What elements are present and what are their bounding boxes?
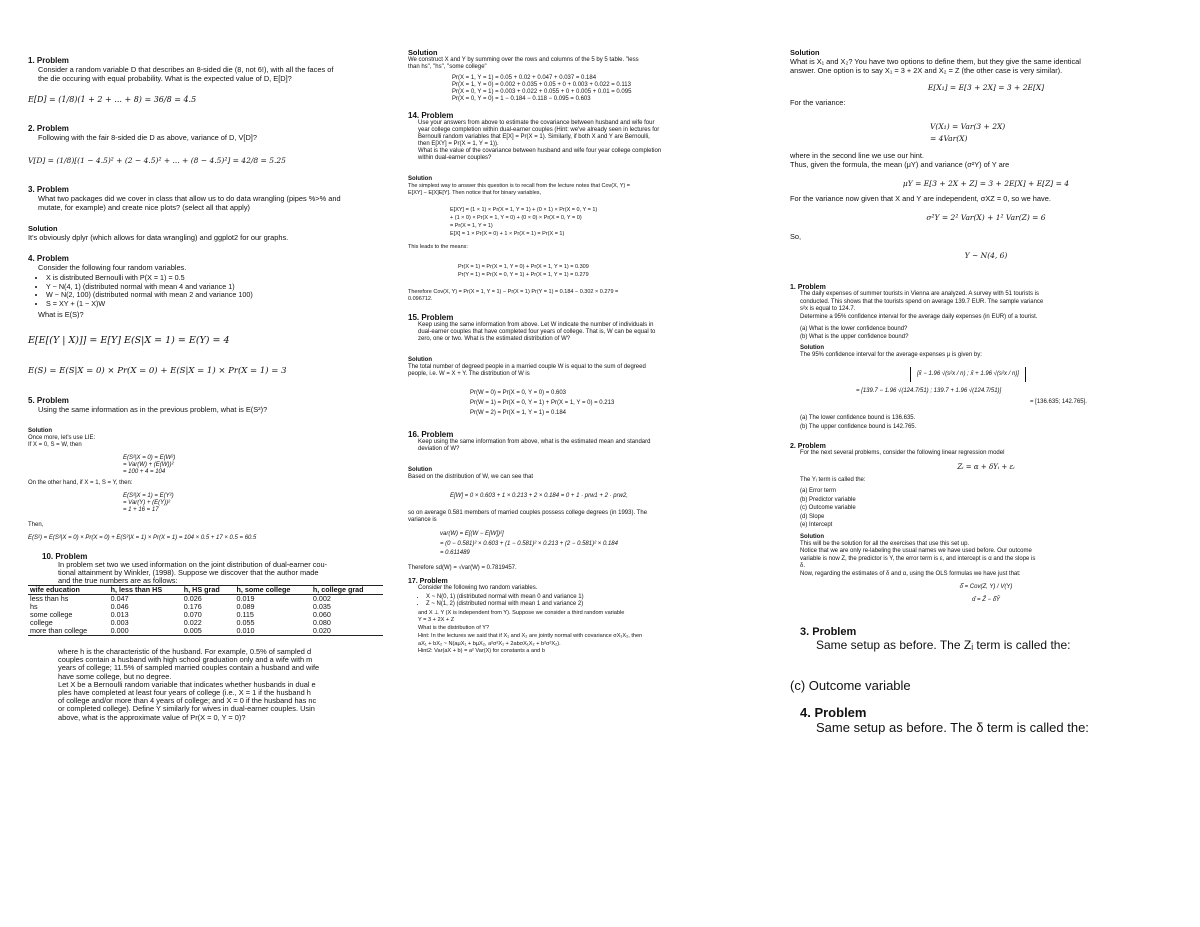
list-item: • Y ~ N(4, 1) (distributed normal with mean 4 and variance 1) (46, 283, 393, 292)
problem-4-bullets (46, 274, 393, 308)
problem-17-bullets (426, 594, 780, 608)
problem-2-heading: 2. Problem (790, 443, 826, 450)
table-cell: 0.010 (236, 626, 255, 635)
problem-4-equation-1: E[E[(Y | X)]] = E[Y] E(S|X = 1) = E(Y) = 4 (28, 335, 230, 346)
column-3 (790, 48, 1182, 735)
problem-3-solution: It's obviously dplyr (which allows for data wrangling) and ggplot2 for our graphs. (28, 233, 289, 242)
table-cell: 0.047 (110, 594, 129, 603)
delta-estimate-equation: δ̂ = Cov(Z, Y) / V(Y) (959, 584, 1013, 590)
problem-4-heading: 4. Problem (800, 705, 867, 720)
problem-1-text: The daily expenses of summer tourists in Vienna are analyzed. A survey with 51 tourists is conducted. This shows that the tourists spend on average 139.7 EUR. The sample variance s²x is equal to 124.7. Determine a 95% confidence interval for the average daily expenses (in EUR) of a tourist. (800, 291, 1044, 320)
problem-3-text: Same setup as before. The Zᵢ term is called the: (816, 638, 1071, 652)
equation-1: E[X₁] = E[3 + 2X] = 3 + 2E[X] (927, 83, 1045, 92)
list-item: • S = XY + (1 − X)W (46, 300, 393, 309)
table-cell: 0.080 (312, 618, 331, 627)
problem-14-solution-text: The simplest way to answer this question is to recall from the lecture notes that Cov(X, Y) = E[XY] − E[X]E[Y]. Then notice that for binary variables, (408, 183, 630, 196)
list-item: • W ~ N(2, 100) (distributed normal with mean 2 and variance 100) (46, 291, 393, 300)
problem-3-answer: (c) Outcome variable (790, 678, 911, 693)
table-cell: 0.022 (183, 618, 202, 627)
problem-5-solution-text-2: On the other hand, if X = 1, S = Y, then: (28, 480, 133, 486)
problem-17-more-text: and X ⊥ Y (X is independent from Y). Suppose we consider a third random variable Y = 3 + 2X + Z What is the distribution of Y? Hint: In the lectures we said that if X₁ and X₂ are jointly normal with covariance σX₁X₂, then aX₁ + bX₂ ~ N(aμX₁ + bμX₂, a²σ²X₁ + 2abσX₁X₂ + b²σ²X₂). Hint2: Var(aX + b) = a² Var(X) for constants a and b (418, 609, 643, 655)
problem-10-text: In problem set two we used information on the joint distribution of dual-earner cou- tional attainment by Winkler, (1998). Suppose we discover that the author made and the true numbers are as follows: (58, 560, 328, 585)
problem-4-heading: 4. Problem (28, 254, 69, 263)
problem-3-heading: 3. Problem (800, 626, 857, 638)
table-cell: hs (30, 602, 38, 611)
problem-16-middle-text: so on average 0.581 members of married couples possess college degrees (in 1993). The variance is (408, 510, 648, 523)
problem-2-options: (a) Error term (b) Predictor variable (c) Outcome variable (d) Slope (e) Intercept (800, 488, 856, 528)
table-cell: 0.002 (312, 594, 331, 603)
table-cell: 0.070 (183, 610, 202, 619)
problem-5-text: Using the same information as in the previous problem, what is E(S²)? (38, 405, 268, 414)
problem-2-text: For the next several problems, consider the following linear regression model (800, 450, 1005, 456)
alpha-estimate-equation: α̂ = Z̄ − δ̂Ȳ (971, 597, 1001, 603)
equation-5: Y ~ N(4, 6) (964, 251, 1008, 260)
solution-text: We construct X and Y by summing over the rows and columns of the 5 by 5 table. "less than hs", "hs", "some college" (408, 57, 639, 70)
problem-14-solution-heading: Solution (408, 176, 432, 182)
problem-5-heading: 5. Problem (28, 396, 69, 405)
table-cell: 0.003 (110, 618, 129, 627)
problem-4-question: What is E(S)? (38, 310, 84, 319)
table-cell: 0.000 (110, 626, 129, 635)
problem-2-heading: 2. Problem (28, 124, 69, 133)
table-cell: some college (30, 610, 73, 619)
problem-1-answers: (a) The lower confidence bound is 136.635. (b) The upper confidence bound is 142.765. (800, 415, 917, 430)
ci-formula: [x̄ − 1.96 √(s²x / n) ; x̄ + 1.96 √(s²x / n)] (910, 367, 1026, 382)
problem-14-heading: 14. Problem (408, 111, 454, 120)
problem-17-heading: 17. Problem (408, 577, 448, 585)
problem-16-equation-2: var(W) = E[(W − E[W])²] = (0 − 0.581)² × 0.603 + (1 − 0.581)² × 0.213 + (2 − 0.581)² × 0.184 = 0.611489 (440, 531, 618, 556)
table-cell: more than college (30, 626, 88, 635)
table-cell: 0.005 (183, 626, 202, 635)
problem-16-solution-heading: Solution (408, 467, 432, 473)
problem-15-solution-text: The total number of degreed people in a married couple W is equal to the sum of degreed people, i.e. W = X + Y. The distribution of W is (408, 364, 646, 377)
solution-label: Solution (28, 224, 58, 233)
column-1 (28, 48, 393, 722)
table-header: h, college grad (312, 585, 364, 594)
problem-2-text: Following with the fair 8-sided die D as above, variance of D, V[D]? (38, 133, 257, 142)
table-row (28, 627, 383, 636)
table-cell: college (30, 618, 53, 627)
solution-heading: Solution (790, 48, 820, 57)
table-header: h, HS grad (183, 585, 220, 594)
solution-text: What is X₁ and X₂? You have two options to define them, but they give the same identical answer. One option is to say X₁ = 3 + 2X and X₂ = Z (the other case is very similar). (790, 57, 1081, 75)
problem-5-equation-2: E(S²|X = 1) = E(Y²) = Var(Y) + (E(Y))² = 1 + 16 = 17 (123, 493, 174, 513)
problem-2-question: The Yᵢ term is called the: (800, 477, 866, 483)
problem-17-text: Consider the following two random variables. (418, 584, 538, 591)
problem-4-equation-2: E(S) = E(S|X = 0) × Pr(X = 0) + E(S|X = 1) × Pr(X = 1) = 3 (28, 366, 287, 376)
table-cell: 0.055 (236, 618, 255, 627)
problem-14-means-label: This leads to the means: (408, 244, 468, 250)
problem-10-after-text: where h is the characteristic of the husband. For example, 0.5% of sampled d couples contain a husband with high school graduation only and a wife with m years of college; 11.5% of sampled married couples contain a husband and wife have some college, but no degree. Let X be a Bernoulli random variable that indicates whether husbands in dual e ples have completed at least four years of college (i.e., X = 1 if the husband h of college and/or more than 4 years of college; and X = 0 if the husband has nc or completed college). Define Y similarly for wives in dual-earner couples. Usin above, what is the approximate value of Pr(X = 0, Y = 0)? (58, 647, 320, 722)
problem-5-equation-3: E(S²) = E(S²|X = 0) × Pr(X = 0) + E(S²|X = 1) × Pr(X = 1) = 104 × 0.5 + 17 × 0.5 = 60.5 (28, 535, 257, 541)
problem-5-solution-heading: Solution (28, 428, 52, 434)
regression-equation: Zᵢ = α + δYᵢ + εᵢ (957, 463, 1015, 471)
problem-1-equation: E[D] = (1/8)(1 + 2 + ... + 8) = 36/8 = 4.5 (28, 95, 197, 104)
problem-1-solution-text: The 95% confidence interval for the average expenses μ is given by: (800, 352, 982, 358)
ci-values: = [139.7 − 1.96 √(124.7/51) ; 139.7 + 1.96 √(124.7/51)] (856, 388, 1002, 394)
table-cell: less than hs (30, 594, 69, 603)
table-cell: 0.035 (312, 602, 331, 611)
for-variance-text: For the variance: (790, 98, 846, 107)
equation-4: σ²Y = 2² Var(X) + 1² Var(Z) = 6 (926, 213, 1046, 222)
column-2 (408, 48, 780, 656)
table-cell: 0.176 (183, 602, 202, 611)
problem-16-heading: 16. Problem (408, 430, 454, 439)
table-cell: 0.060 (312, 610, 331, 619)
problem-15-solution-heading: Solution (408, 357, 432, 363)
solution-equations: Pr(X = 1, Y = 1) = 0.05 + 0.02 + 0.047 + 0.037 = 0.184 Pr(X = 1, Y = 0) = 0.002 + 0.035 + 0.05 + 0 + 0.003 + 0.022 = 0.113 Pr(X = 0, Y = 1) = 0.003 + 0.022 + 0.055 + 0 + 0.005 + 0.01 = 0.095 Pr(X = 0, Y = 0) = 1 − 0.184 − 0.118 − 0.095 = 0.603 (452, 75, 632, 102)
table-header: h, less than HS (110, 585, 163, 594)
problem-3-text: What two packages did we cover in class that allow us to do data wrangling (pipes %>% and mutate, for example) and create nice plots? (select all that apply) (38, 194, 341, 212)
table-cell: 0.019 (236, 594, 255, 603)
problem-2-solution-text: This will be the solution for all the exercises that use this set up. Notice that we are only re-labeling the usual names we have used before. Our outcome variable is now Z, the predictor is Y, the error term is ε, and intercept is α and the slope is δ. Now, regarding the estimates of δ and α, using the OLS formulas we have just that: (800, 540, 1036, 577)
problem-16-equation-1: E[W] = 0 × 0.603 + 1 × 0.213 + 2 × 0.184 = 0 + 1 · prw1 + 2 · prw2, (450, 493, 628, 499)
so-text: So, (790, 232, 802, 241)
problem-14-text: Use your answers from above to estimate the covariance between husband and wife four year college completion within dual-earner couples (Hint: we've already seen in lectures for Bernoulli random variables that E[X] = Pr(X = 1). Similarly, if both X and Y are Bernoulli, then E[XY] = Pr(X = 1, Y = 1)). What is the value of the covariance between husband and wife four year college completion within dual-earner couples? (418, 120, 662, 161)
problem-14-covariance: Therefore Cov(X, Y) = Pr(X = 1, Y = 1) − Pr(X = 1) Pr(Y = 1) = 0.184 − 0.302 × 0.279 = 0.096712. (408, 289, 619, 302)
problem-2-equation: V[D] = (1/8)[(1 − 4.5)² + (2 − 4.5)² + ... + (8 − 4.5)²] = 42/8 = 5.25 (28, 156, 286, 165)
where-text: where in the second line we use our hint. Thus, given the formula, the mean (μY) and variance (σ²Y) of Y are (790, 151, 1010, 169)
problem-1-heading: 1. Problem (790, 284, 826, 291)
problem-16-solution-text: Based on the distribution of W, we can see that (408, 474, 534, 480)
solution-heading: Solution (408, 48, 438, 57)
problem-1-text: Consider a random variable D that describes an 8-sided die (8, not 6!), with all the faces of the die occuring with equal probability. What is the expected value of D, E[D]? (38, 65, 334, 83)
problem-3-heading: 3. Problem (28, 185, 69, 194)
problem-1-heading: 1. Problem (28, 56, 69, 65)
list-item: • Z ~ N(1, 2) (distributed normal with mean 1 and variance 2) (426, 601, 780, 608)
problem-15-equations: Pr(W = 0) = Pr(X = 0, Y = 0) = 0.603 Pr(W = 1) = Pr(X = 0, Y = 1) + Pr(X = 1, Y = 0) = 0.213 Pr(W = 2) = Pr(X = 1, Y = 1) = 0.184 (470, 390, 615, 416)
problem-2-solution-heading: Solution (800, 533, 824, 540)
problem-14-equation: E[XY] = (1 × 1) × Pr(X = 1, Y = 1) + (0 × 1) × Pr(X = 0, Y = 1) + (1 × 0) × Pr(X = 1, Y = 0) + (0 × 0) × Pr(X = 0, Y = 0) = Pr(X = 1, Y = 1) E[X] = 1 × Pr(X = 0) + 1 × Pr(X = 1) = Pr(X = 1) (450, 207, 598, 237)
problem-5-solution-text-1: Once more, let's use LIE: If X = 0, S = W, then (28, 435, 96, 448)
problem-15-heading: 15. Problem (408, 313, 454, 322)
problem-16-sd: Therefore sd(W) = √var(W) = 0.7819457. (408, 564, 517, 571)
problem-5-then: Then, (28, 522, 44, 528)
education-table (28, 585, 383, 636)
problem-16-text: Keep using the same information from above, what is the estimated mean and standard deviation of W? (418, 439, 651, 452)
for-variance-text-2: For the variance now given that X and Y are independent, σXZ = 0, so we have. (790, 194, 1051, 203)
table-cell: 0.020 (312, 626, 331, 635)
problem-4-text: Same setup as before. The δ term is called the: (816, 720, 1089, 735)
list-item: • X is distributed Bernoulli with P(X = 1) = 0.5 (46, 274, 393, 283)
table-cell: 0.115 (236, 610, 254, 619)
table-cell: 0.013 (110, 610, 129, 619)
equation-3: μY = E[3 + 2X + Z] = 3 + 2E[X] + E[Z] = 4 (902, 179, 1070, 188)
problem-14-means: Pr(X = 1) = Pr(X = 1, Y = 0) + Pr(X = 1, Y = 1) = 0.309 Pr(Y = 1) = Pr(X = 0, Y = 1) + Pr(X = 1, Y = 1) = 0.279 (458, 264, 589, 278)
list-item: • X ~ N(0, 1) (distributed normal with mean 0 and variance 1) (426, 594, 780, 601)
problem-1-solution-heading: Solution (800, 345, 824, 351)
problem-15-text: Keep using the same information from above. Let W indicate the number of individuals in dual-earner couples that have completed four years of college. That is, W can be equal to zero, one or two. What is the estimated distribution of W? (418, 322, 656, 342)
ci-result: = [136.635; 142.765]. (1030, 399, 1087, 405)
table-cell: 0.089 (236, 602, 255, 611)
table-header: h, some college (236, 585, 291, 594)
problem-4-text: Consider the following four random variables. (38, 263, 187, 272)
table-cell: 0.046 (110, 602, 129, 611)
equation-2: V(X₁) = Var(3 + 2X) = 4Var(X) (930, 122, 1006, 143)
problem-5-equation-1: E(S²|X = 0) = E(W²) = Var(W) + (E(W))² = 100 + 4 = 104 (123, 455, 176, 475)
problem-10-heading: 10. Problem (42, 552, 88, 561)
table-cell: 0.026 (183, 594, 202, 603)
table-header: wife education (30, 585, 80, 594)
problem-1-questions: (a) What is the lower confidence bound? (b) What is the upper confidence bound? (800, 326, 909, 340)
